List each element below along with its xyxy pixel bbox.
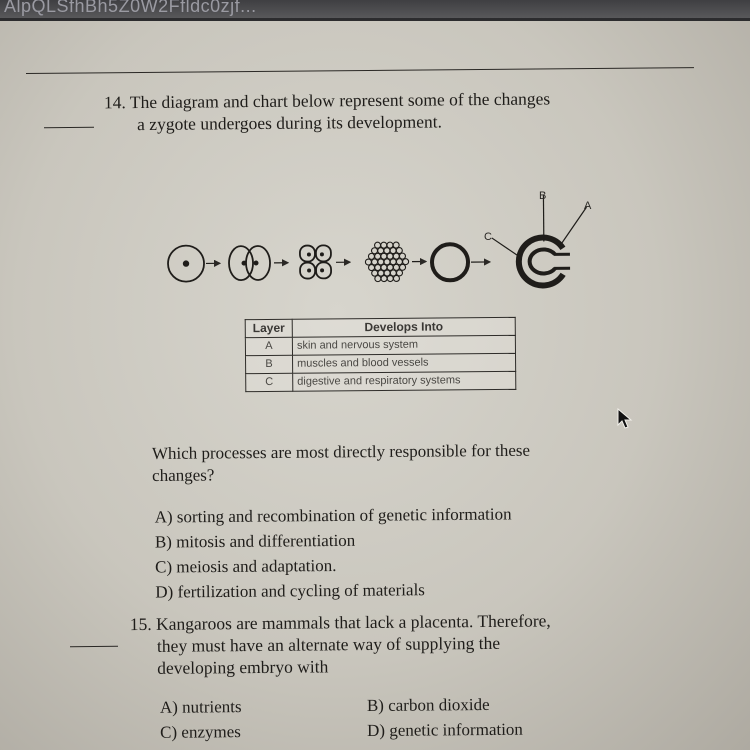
question-14-choices (155, 501, 513, 604)
choice-15-c[interactable]: C) enzymes (160, 722, 241, 742)
morula-cell (375, 253, 381, 259)
morula-cell (372, 259, 378, 265)
morula-cell (393, 253, 399, 259)
question-15 (130, 609, 611, 679)
develops-cell: muscles and blood vessels (293, 353, 516, 373)
worksheet-page (0, 21, 750, 750)
label-a: A (584, 200, 592, 212)
blastula-stage (432, 244, 468, 280)
table-row (246, 353, 516, 373)
morula-cell (381, 276, 387, 282)
morula-cell (381, 253, 387, 259)
question-15-line2: they must have an alternate way of supplying the (156, 632, 501, 656)
answer-blank-15[interactable] (70, 646, 118, 647)
morula-cell (387, 275, 393, 281)
four-cell-stage (300, 245, 331, 278)
choice-14-b[interactable]: B) mitosis and differentiation (154, 530, 356, 552)
label-c: C (484, 231, 492, 243)
answer-blank-14[interactable] (44, 127, 94, 128)
stem-line1: Which processes are most directly responsible for these (151, 440, 531, 464)
zygote-stage (168, 245, 204, 281)
develops-cell: digestive and respiratory systems (293, 371, 516, 391)
question-15-choices (160, 691, 580, 745)
morula-cell (375, 276, 381, 282)
two-cell-stage (229, 246, 270, 280)
question-14-stem (152, 439, 612, 487)
layer-cell: C (246, 373, 293, 391)
question-14 (104, 87, 644, 136)
question-14-line2: a zygote undergoes during its development. (137, 111, 443, 135)
morula-cell (378, 259, 384, 265)
choice-15-b[interactable]: B) carbon dioxide (366, 694, 490, 716)
morula-cell (396, 248, 402, 254)
morula-cell (378, 248, 384, 254)
morula-cell (387, 253, 393, 259)
choice-15-d[interactable]: D) genetic information (367, 719, 523, 741)
choice-14-a[interactable]: A) sorting and recombination of genetic information (154, 504, 512, 527)
header-layer: Layer (245, 319, 292, 337)
table-header-row (245, 317, 515, 337)
table-row (245, 335, 515, 355)
layer-cell: A (245, 337, 292, 355)
morula-cell (384, 259, 390, 265)
choice-14-c[interactable]: C) meiosis and adaptation. (155, 555, 337, 577)
top-rule (26, 67, 694, 74)
develops-cell: skin and nervous system (292, 335, 515, 355)
table-row (246, 371, 516, 391)
morula-cell (375, 265, 381, 271)
morula-cell (365, 259, 371, 265)
monitor-top-bar (0, 0, 750, 21)
question-14-line1: 14. The diagram and chart below represent some of the changes (103, 88, 551, 113)
morula-cell (403, 259, 409, 265)
question-15-line3: developing embryo with (157, 656, 329, 678)
gastrula-stage (519, 237, 571, 285)
morula-cell (393, 275, 399, 281)
stem-line2: changes? (152, 465, 215, 486)
morula-cell (390, 259, 396, 265)
morula-stage (365, 242, 409, 282)
leader-line-a (559, 207, 587, 247)
embryo-development-diagram (150, 161, 590, 306)
leader-line-c (492, 238, 518, 256)
morula-cell (369, 265, 375, 271)
morula-cell (400, 264, 406, 270)
morula-cell (384, 248, 390, 254)
morula-cell (381, 264, 387, 270)
morula-cell (368, 253, 374, 259)
morula-cell (393, 264, 399, 270)
url-fragment: AlpQLSfhBh5Z0W2Ffldc0zjf... (4, 0, 257, 16)
morula-cell (399, 253, 405, 259)
morula-cell (396, 259, 402, 265)
layer-cell: B (246, 355, 293, 373)
mouse-pointer-icon (617, 408, 633, 430)
morula-cell (390, 248, 396, 254)
header-develops-into: Develops Into (292, 317, 515, 337)
morula-cell (371, 248, 377, 254)
question-15-line1: 15. Kangaroos are mammals that lack a placenta. Therefore, (129, 610, 551, 635)
choice-15-a[interactable]: A) nutrients (159, 697, 242, 717)
morula-cell (387, 264, 393, 270)
choice-14-d[interactable]: D) fertilization and cycling of materials (155, 580, 425, 602)
label-b: B (539, 190, 547, 202)
germ-layer-table (245, 317, 517, 392)
